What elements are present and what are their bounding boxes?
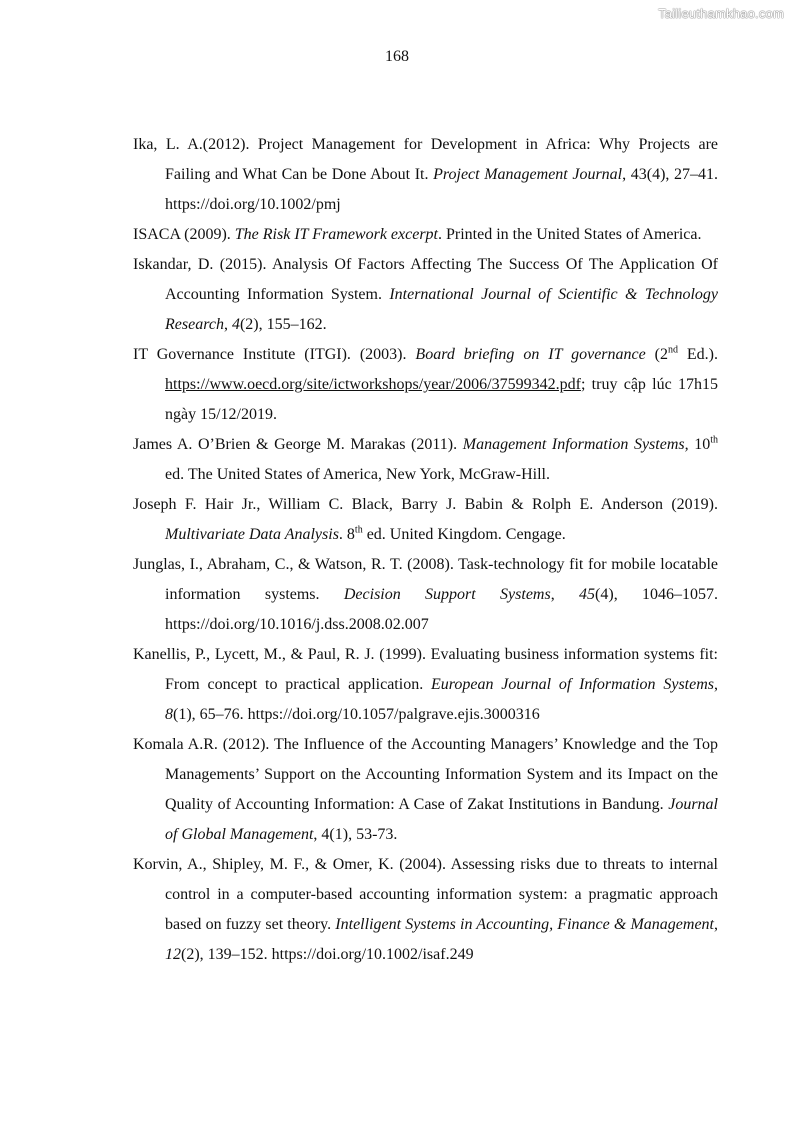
volume: 4 [231,316,240,333]
journal-title: Journal of Global Management [165,796,718,843]
book-title: Management Information Systems, [462,436,689,453]
journal-title: Project Management Journal [433,166,623,183]
journal-title: Decision Support Systems [343,586,551,603]
watermark: Tailieuthamkhao.com [658,6,784,21]
reference-iskandar: Iskandar, D. (2015). Analysis Of Factors Affecting The Success Of The Application Of Accounting Information System. International Journal of Scientific & Technology Research, 4(2), 155–162. [133,256,718,333]
reference-obrien: James A. O’Brien & George M. Marakas (2011). Management Information Systems, 10th ed. The United States of America, New York, McGraw-Hill. [133,434,719,483]
reference-kanellis: Kanellis, P., Lycett, M., & Paul, R. J. (1999). Evaluating business information systems fit: From concept to practical application. European Journal of Information Systems, 8(1), 65–76. https://doi.org/10.1057/palgrave.ejis.3000316 [133,646,719,723]
reference-itgi: IT Governance Institute (ITGI). (2003). Board briefing on IT governance (2nd Ed.). https://www.oecd.org/site/ictworkshops/year/2006/37599342.pdf; truy cập lúc 17h15 ngày 15/12/2019. [133,344,719,423]
reference-isaca: ISACA (2009). The Risk IT Framework excerpt. Printed in the United States of America. [133,226,702,243]
journal-title: European Journal of Information Systems [431,676,715,693]
reference-hair: Joseph F. Hair Jr., William C. Black, Barry J. Babin & Rolph E. Anderson (2019). Multivariate Data Analysis. 8th ed. United Kingdom. Cengage. [133,496,718,543]
reference-junglas: Junglas, I., Abraham, C., & Watson, R. T. (2008). Task-technology fit for mobile locatable information systems. Decision Support Systems, 45(4), 1046–1057. https://doi.org/10.1016/j.dss.2008.02.007 [133,556,719,633]
book-title: Multivariate Data Analysis [165,526,339,543]
reference-korvin: Korvin, A., Shipley, M. F., & Omer, K. (2004). Assessing risks due to threats to internal control in a computer-based accounting information system: a pragmatic approach based on fuzzy set theory. Intelligent Systems in Accounting, Finance & Management, 12(2), 139–152. https://doi.org/10.1002/isaf.249 [133,856,718,963]
page-number: 168 [385,48,409,65]
book-title: Board briefing on IT governance [415,346,646,363]
journal-title: International Journal of Scientific & Technology Research [165,286,718,333]
reference-ika: Ika, L. A.(2012). Project Management for Development in Africa: Why Projects are Failing and What Can be Done About It. Project Management Journal, 43(4), 27–41. https://doi.org/10.1002/pmj [133,136,718,213]
book-title: The Risk IT Framework excerpt [234,226,438,243]
volume: 12 [165,946,181,963]
reference-link[interactable]: https://www.oecd.org/site/ictworkshops/year/2006/37599342.pdf [165,376,581,393]
volume: 8 [165,706,173,723]
volume: 45 [579,586,596,603]
journal-title: Intelligent Systems in Accounting, Finance & Management [335,916,714,933]
reference-list [133,130,718,970]
reference-komala: Komala A.R. (2012). The Influence of the Accounting Managers’ Knowledge and the Top Managements’ Support on the Accounting Information System and its Impact on the Quality of Accounting Information: A Case of Zakat Institutions in Bandung. Journal of Global Management, 4(1), 53-73. [133,736,718,843]
